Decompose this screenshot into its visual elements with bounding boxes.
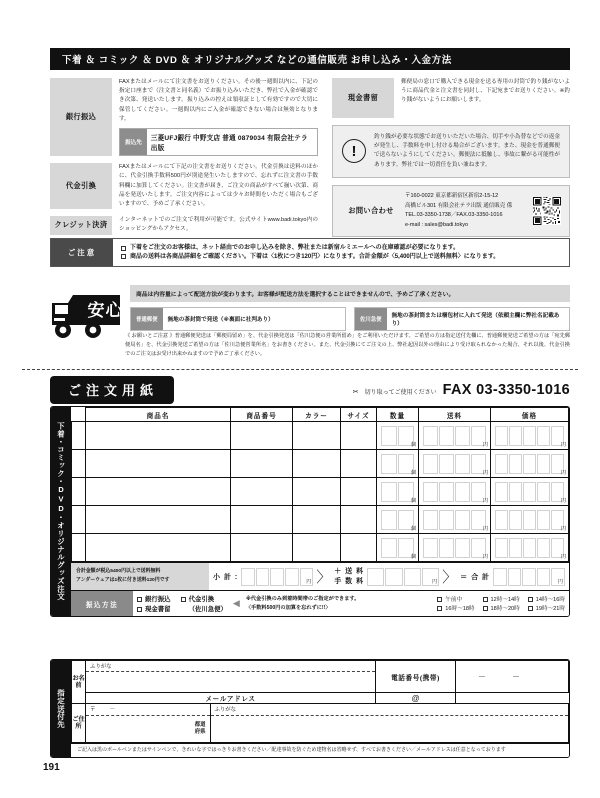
unit-yen: 円 [482,526,488,532]
cell-price[interactable] [491,534,569,562]
phone-input[interactable] [456,661,569,693]
col-shipping-fee: 送料 [419,408,491,422]
payment-option-cash[interactable] [137,604,171,613]
subtotal-note-line2: アンダーウェアは1枚に付き送料120円です [76,577,170,583]
payment-method-bank [50,78,318,156]
unit-yen: 円 [482,470,488,476]
cell-product-name[interactable] [86,478,231,506]
payment-option-sagawa-note [181,604,227,613]
time-slot-option[interactable] [437,595,474,603]
address-furigana-cell [210,704,568,716]
payment-method-tag: 振込方法 [71,591,133,616]
table-row [72,506,569,534]
zip-mark: 〒 [90,707,96,713]
unit-yen: 円 [560,498,566,504]
cell-price[interactable] [491,450,569,478]
col-price: 価格 [491,408,569,422]
payment-option-label: 現金書留 [145,606,171,613]
contact-tag: お問い合わせ [348,206,394,216]
fee-label-line1: ＋ 送 料 [334,568,365,576]
cell-shipping-fee[interactable] [419,478,491,506]
row-number: 3 [72,478,86,506]
checkbox-icon[interactable] [121,246,126,251]
time-slot-label: 18時〜20時 [490,606,520,612]
page-number: 191 [43,762,60,773]
unit-yen: 円 [482,498,488,504]
subtotal-field[interactable] [241,568,313,586]
checkbox-icon[interactable] [137,597,142,602]
cell-quantity[interactable] [377,506,419,534]
caution-tag: ご注意 [51,239,113,266]
cash-warning-text: 釣り銭が必要な状態でお送りいただいた場合、切手や小為替などでの返金が発生し、手数料を申し付ける場合がございます。また、現金を普通郵便で送らないようにしてください。郵便法に抵触し、事故に繋がる可能性があります。弊社では一切責任を負い兼ねます。 [374,134,560,168]
cell-size[interactable] [341,422,377,450]
phone-separators: －－ [478,672,546,681]
shipping-note: 商品は内容量によって配送方法が変わります。お客様が配送方法を選択することはできませんので、予めご了承ください。 [130,285,570,302]
shipping-option-sagawa [354,307,570,331]
cell-shipping-fee[interactable] [419,422,491,450]
unit-ko: 個 [410,554,416,560]
subtotal-label: 小 計 : [213,573,239,581]
address-input[interactable] [210,716,568,742]
row-number: 1 [72,422,86,450]
col-product-number: 商品番号 [231,408,293,422]
prefecture-line1: 都道 [194,722,206,728]
shipping-option-regular-mail [130,307,346,331]
cell-color[interactable] [293,506,341,534]
unit-ko: 個 [410,526,416,532]
checkbox-icon[interactable] [528,597,533,602]
cell-size[interactable] [341,534,377,562]
cod-text: FAXまたはメールにて下記の注文書をお送りください。代金引換は送料のほかに、代金引換手数料500円が別途発生いたしますので、忘れずに注文書の手数料欄に加算してください。注文書が届き、ご注文の商品がすべて揃い次第、商品を発送いたします。ご注文内容によっては少々お時間をいただく場合もございますので、予めご了承ください。 [119,164,318,207]
fax-number: FAX 03-3350-1016 [442,382,570,398]
col-size: サイズ [341,408,377,422]
address-furigana-label: ふりがな [214,707,237,713]
col-product-name: 商品名 [86,408,231,422]
caution-item [121,253,561,262]
unit-yen: 円 [482,554,488,560]
time-slot-label: 午前中 [445,597,463,603]
unit-yen: 円 [560,470,566,476]
cell-product-number[interactable] [231,478,293,506]
cell-size[interactable] [341,478,377,506]
checkbox-icon[interactable] [528,606,533,611]
checkbox-icon[interactable] [181,597,186,602]
order-form-vertical-label: 下着・コミック・DVD・オリジナルグッズ注文 [51,407,71,616]
unit-yen: 円 [557,578,563,585]
cell-quantity[interactable] [377,534,419,562]
time-slot-label: 16時〜18時 [445,606,475,612]
unit-ko: 個 [410,470,416,476]
checkbox-icon[interactable] [483,597,488,602]
time-slot-label: 19時〜21時 [535,606,565,612]
customer-email-row [72,693,569,704]
cell-size[interactable] [341,450,377,478]
cut-hint-text: 切り取ってご使用ください [364,390,437,396]
total-field[interactable] [493,568,565,586]
unit-ko: 個 [410,498,416,504]
cell-quantity[interactable] [377,422,419,450]
table-row [72,478,569,506]
cell-product-number[interactable] [231,506,293,534]
payment-option-bank[interactable] [137,594,171,603]
caution-item-text: 下着をご注文のお客様は、ネット経由でのお申し込みを除き、弊社または新宿ルミエールへの在庫確認が必要になります。 [130,245,460,251]
email-input[interactable] [376,693,456,704]
scissors-icon: ✂ [352,389,359,396]
svg-text:心: 心 [105,301,122,320]
time-slot-label: 12時〜14時 [490,597,520,603]
cell-product-name[interactable] [86,450,231,478]
contact-tel-fax: TEL.03-3350-1738／FAX.03-3350-1016 [405,212,503,219]
unit-yen: 円 [560,526,566,532]
payment-method-cash [332,78,570,118]
bank-account-value: 三菱UFJ銀行 中野支店 普通 0879034 有限会社テラ出版 [147,129,317,155]
order-form-header [50,376,570,404]
table-row [72,450,569,478]
time-slot-option[interactable] [483,595,520,603]
shipping-option-text: 無地の茶封筒または梱包材に入れて発送（依頼主欄に弊社名記載あり） [387,308,569,330]
unit-yen: 円 [560,554,566,560]
contact-address-line2: 高橋ビル301 有限会社テラ出版 通信販売 係 [405,202,513,209]
row-number: 5 [72,534,86,562]
brace-icon: 〉 [316,569,332,586]
table-row [72,422,569,450]
cash-warning-box [332,125,570,178]
contact-address-line1: 〒160-0022 東京都新宿区新宿2-15-12 [405,192,499,199]
cell-product-name[interactable] [86,506,231,534]
shipping-option-tag: 佐川急便 [355,308,387,330]
payment-note-line2: 〈手数料500円の加算を忘れずに!!〉 [245,604,331,611]
cash-registered-tag: 現金書留 [332,78,394,118]
email-label: メールアドレス [86,693,376,704]
customer-footnote: ご記入は黒のボールペンまたはサインペンで、きれいな字ではっきりお書きください／配達事故を防ぐため建物名は省略せず、すべてお書きください／メールアドレスは任意となっております [71,743,569,757]
caution-item-text: 商品の送料は各商品詳細をご確認ください。下着は〈1枚につき120円〉になります。合計金額が〈5,400円以上で送料無料〉になります。 [130,253,500,260]
bank-transfer-tag: 銀行振込 [50,78,112,156]
cell-price[interactable] [491,422,569,450]
rownum-header [72,408,86,422]
cut-line-divider [22,369,578,370]
bank-account-tag: 振込先 [120,129,147,155]
payment-method-credit [50,216,318,234]
cell-product-name[interactable] [86,534,231,562]
bank-transfer-text: FAXまたはメールにて注文書をお送りください。その後一週間以内に、下記の指定口座まで（注文書と同名義）でお振り込みいただき、弊社で入金が確認でき次第、発送いたします。振り込みの控えは領収証として有効ですので大切に保管してください。一週間以内にご入金が確認できない場合は無効となります。 [119,79,318,122]
row-number: 4 [72,506,86,534]
caution-section [50,238,570,267]
payment-left-column [50,78,318,242]
contact-email: e-mail : sales@badi.tokyo [405,221,469,228]
cell-shipping-fee[interactable] [419,506,491,534]
cell-product-number[interactable] [231,450,293,478]
unit-yen: 円 [306,578,312,585]
phone-label: 電話番号(携帯) [376,661,456,693]
cell-color[interactable] [293,422,341,450]
payment-methods-section [50,78,570,242]
brace-icon: 〉 [442,569,458,586]
contact-box [332,185,570,238]
destination-vertical-label: 指定送付先 [51,660,71,757]
zip-cell[interactable] [86,704,210,716]
prefecture-line2: 府県 [194,728,206,735]
cell-price[interactable] [491,478,569,506]
subtotal-note-line1: 合計金額が税込5400円以上で送料無料 [76,569,161,575]
unit-ko: 個 [410,442,416,448]
checkbox-icon[interactable] [437,597,442,602]
credit-tag: クレジット決済 [50,216,112,234]
unit-yen: 円 [432,578,438,585]
time-slot-option[interactable] [528,604,565,612]
checkbox-icon[interactable] [483,606,488,611]
cell-color[interactable] [293,534,341,562]
row-number: 2 [72,450,86,478]
cell-shipping-fee[interactable] [419,534,491,562]
cell-shipping-fee[interactable] [419,450,491,478]
furigana-label: ふりがな [86,661,375,672]
customer-address-row [72,704,569,743]
cell-color[interactable] [293,478,341,506]
customer-table [71,660,569,743]
cell-product-number[interactable] [231,422,293,450]
shipping-option-tag: 普通郵便 [131,308,163,330]
col-quantity: 数量 [377,408,419,422]
order-items-table [71,407,569,562]
unit-yen: 円 [560,442,566,448]
payment-option-cod[interactable] [181,594,227,603]
table-header-row [72,408,569,422]
payment-option-label: 代金引換 [188,596,215,603]
cell-product-number[interactable] [231,534,293,562]
cash-registered-text: 郵便局の窓口で購入できる現金を送る専用の封筒で釣り銭がないように商品代金と注文書を同封し、下記宛までお送りください。※釣り銭がないようにお願いします。 [401,79,570,104]
payment-right-column [332,78,570,242]
bank-account-line [119,128,318,156]
cell-quantity[interactable] [377,478,419,506]
caution-item [121,244,561,253]
name-label: お名前 [72,661,86,704]
time-slot-label: 14時〜16時 [535,597,565,603]
payment-option-label: （佐川急便） [188,606,227,613]
customer-info-block [50,659,570,758]
payment-method-row [71,590,569,616]
cell-product-name[interactable] [86,422,231,450]
checkbox-icon[interactable] [437,606,442,611]
shipping-option-text: 無地の茶封筒で発送（※裏面に社判あり） [163,308,345,330]
shipping-fineprint: 《 お願いとご注意 》普通郵便発送は「郵便局留め」を、代金引換発送は「佐川急便の営業所留め」をご利用いただけます。ご希望の方は指定送付先欄に、普通郵便発送ご希望の方は「宛先郵便局名」を、代金引換発送ご希望の方は「佐川急便営業所名」をお書きください。また、代金引換にてご注文の上、弊社起因以外の理由により受け取られなかった場合、それ以後、代金引換でのご注文はお受け出来かねますので予めご了承ください。 [125,333,570,357]
arrow-left-icon: ◀ [232,598,240,608]
fee-label-line2: 手 数 料 [334,577,365,585]
order-form-title: ご注文用紙 [50,376,174,404]
fee-field[interactable] [367,568,439,586]
cell-quantity[interactable] [377,450,419,478]
time-slot-option[interactable] [437,604,474,612]
fee-label [334,567,364,586]
cell-color[interactable] [293,450,341,478]
page-banner-title: 下着 ＆ コミック ＆ DVD ＆ オリジナルグッズ などの通信販売 お申し込み・入金方法 [50,48,570,70]
exclamation-icon: ! [342,139,366,163]
at-symbol: @ [411,693,420,703]
subtotal-row [71,562,569,590]
time-slot-option[interactable] [528,595,565,603]
cell-price[interactable] [491,506,569,534]
zip-separator: － [109,707,116,713]
payment-method-cod [50,163,318,209]
time-slot-option[interactable] [483,604,520,612]
credit-text: インターネットでのご注文で利用が可能です。公式サイトwww.badi.tokyo内のショッピングからアクセス。 [119,217,318,233]
customer-name-row [72,661,569,693]
subtotal-note [71,563,209,590]
name-field-cell[interactable] [86,661,376,693]
total-label: ＝ 合 計 [460,573,491,581]
table-row [72,534,569,562]
qr-code-icon [533,197,561,225]
payment-option-label: 銀行振込 [145,596,171,603]
name-input[interactable] [86,672,375,692]
prefecture-cell[interactable] [86,716,210,742]
truck-icon [50,285,122,341]
cell-size[interactable] [341,506,377,534]
unit-yen: 円 [482,442,488,448]
address-label: ご住所 [72,704,86,743]
payment-note-line1: ※代金引換のみ到着時間帯のご指定ができます。 [245,596,360,603]
cod-tag: 代金引換 [50,163,112,209]
checkbox-icon[interactable] [121,254,126,259]
address-field-cell[interactable] [86,704,569,743]
order-items-body [72,422,569,562]
svg-text:安: 安 [87,301,105,320]
col-color: カラー [293,408,341,422]
checkbox-icon[interactable] [137,607,142,612]
order-form-block [50,406,570,617]
